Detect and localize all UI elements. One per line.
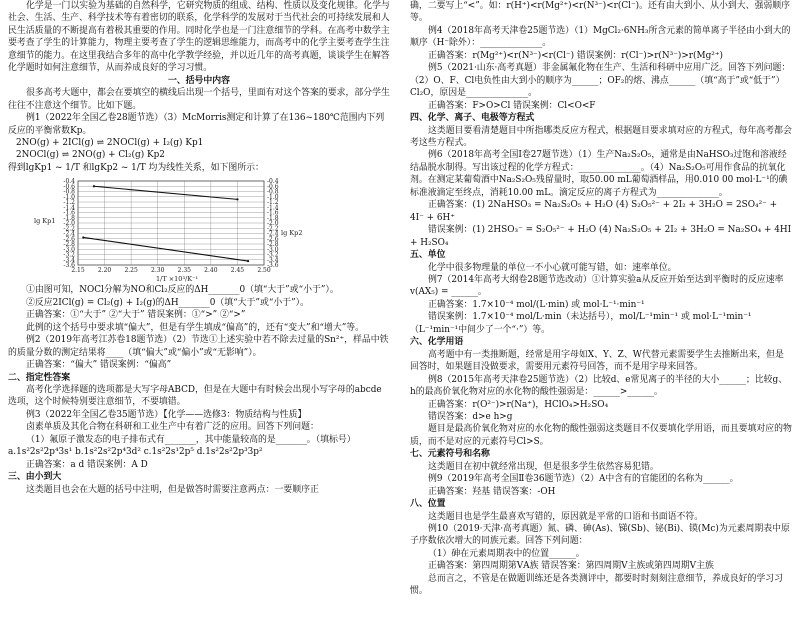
y-tick-label-left: -0.8 <box>63 188 75 196</box>
x-axis-label: 1/T ×10³/K⁻¹ <box>156 275 199 284</box>
section-7-heading: 七、元素符号和名称 <box>410 449 490 460</box>
y-tick-label-left: -2.8 <box>63 241 75 249</box>
section-3-paragraph: 这类题目也会在大题的括号中注明，但是做答时需要注意两点：一要顺序正 <box>26 484 319 495</box>
left-column <box>8 0 390 643</box>
example-3-intro: 例3（2022年全国乙卷35题节选）【化学——选修3：物质结构与性质】 <box>26 409 307 420</box>
y-tick-label-left: -1.0 <box>63 194 75 202</box>
example-7-wrong: 错误案例：1.7×10⁻⁴ mol/L·min（未达括号），mol/L⁻¹min⁻¹ 或 mol·L⁻¹min⁻¹（L⁻¹min⁻¹中间少了一个“·”）等。 <box>410 312 752 335</box>
section-5-heading: 五、单位 <box>410 250 446 261</box>
y-tick-label-left: -1.2 <box>63 199 75 207</box>
y-tick-label-right: -2.0 <box>267 220 279 228</box>
x-tick-label: 2.50 <box>257 267 271 275</box>
example-4-answer: 正确答案：r(Mg²⁺)<r(N³⁻)<r(Cl⁻) 错误案例：r(Cl⁻)>r(N³⁻)>r(Mg²⁺) <box>428 50 723 61</box>
example-1-intro: 例1（2022年全国乙卷28题节选）（3）McMorris测定和计算了在136~180℃范围内下列反应的平衡常数Kp。 <box>8 113 385 136</box>
x-tick-label: 2.45 <box>230 267 245 275</box>
series-point-1 <box>93 185 95 187</box>
lgkp-chart <box>26 175 326 283</box>
y-tick-label-left: -3.0 <box>63 246 75 254</box>
example-8-wrong: 错误答案：d>e h>g <box>428 411 513 422</box>
example-1-graph-text: 得到lgKp1 ~ 1/T 和lgKp2 ~ 1/T 均为线性关系，如下图所示： <box>8 162 264 173</box>
section-8-heading: 八、位置 <box>410 499 446 510</box>
y-tick-label-left: -2.0 <box>63 220 75 228</box>
section-1-paragraph: 很多高考大题中，都会在要填空的横线后出现一个括号，里面有对这个答案的要求，部分学生往往不注意这个细节。比如下题。 <box>8 88 390 111</box>
y-tick-label-right: -1.0 <box>267 194 279 202</box>
x-tick-label: 2.35 <box>177 267 191 275</box>
example-4-intro: 例4（2018年高考天津卷25题节选）（1）MgCl₂·6NH₃所含元素的简单离子半径由小到大的顺序（H⁻除外）：______________。 <box>410 25 791 49</box>
section-6-paragraph-2: 题目是最高价氧化物对应的水化物的酸性强弱这类题目不仅要填化学用语，而且要填对应的物质，而不是对应的元素符号Cl>S。 <box>410 424 792 447</box>
example-1-question-2: ②反应2ICl(g) = Cl₂(g) + I₂(g)的ΔH_______0（填“大于”或“小于”）。 <box>26 297 309 308</box>
section-6-paragraph: 高考题中有一类推断题，经常是用字母如X、Y、Z、W代替元素需要学生去推断出来，但是回答时，如果题目没做要求，需要用元素符号回答，而不是用字母来回答。 <box>410 349 784 373</box>
example-1-question-1: ①由图可知，NOCl分解为NO和Cl₂反应的ΔH_______0（填“大于”或“小于”）。 <box>26 285 339 296</box>
y-tick-label-right: -3.4 <box>267 257 279 265</box>
example-3-question: （1）氟原子激发态的电子排布式有_______，其中能量较高的是_______。（填标号） <box>26 434 356 445</box>
x-tick-label: 2.40 <box>204 267 218 275</box>
y-tick-label-left: -1.8 <box>63 215 75 223</box>
equation-1: 2NO(g) + 2ICl(g) ⇌ 2NOCl(g) + I₂(g) Kp1 <box>16 137 204 148</box>
example-9-answer: 正确答案：羟基 错误答案：-OH <box>428 486 556 497</box>
example-6-intro: 例6（2018年高考全国Ⅰ卷27题节选）（1）生产Na₂S₂O₅，通常是由NaHSO₃过饱和溶液经结晶脱水制得。写出该过程的化学方程式：______________。（4）Na₂S₂O₅可用作食品的抗氧化剂。在测定某葡萄酒中Na₂S₂O₅残留量时，取50.00 mL葡萄酒样品，用0.010 00 mol·L⁻¹的碘标准液滴定至终点，消耗10.00 mL。滴定反应的离子方程式为______________。 <box>410 150 788 198</box>
series-point-2 <box>247 260 249 262</box>
y-tick-label-left: -2.4 <box>63 230 75 238</box>
right-column <box>410 0 792 643</box>
example-10-answer: 正确答案：第四周期第ⅤA族 错误答案：第四周期Ⅴ主族或第四周期Ⅴ主族 <box>428 561 714 572</box>
x-tick-label: 2.25 <box>124 267 138 275</box>
example-10-question: （1）砷在元素周期表中的位置______。 <box>428 548 585 559</box>
example-2-text: 例2（2019年高考江苏卷18题节选）（2）节选①上述实验中若不除去过量的Sn²⁺，样品中铁的质量分数的测定结果将____（填“偏大”或“偏小”或“无影响”）。 <box>8 335 389 358</box>
example-6-answer: 正确答案：(1) 2NaHSO₃ = Na₂S₂O₅ + H₂O (4) S₂O₅²⁻ + 2I₂ + 3H₂O = 2SO₄²⁻ + 4I⁻ + 6H⁺ <box>410 200 778 223</box>
example-3-paragraph: 卤素单质及其化合物在科研和工业生产中有着广泛的应用。回答下列问题： <box>26 422 319 433</box>
equation-2: 2NOCl(g) ⇌ 2NO(g) + Cl₂(g) Kp2 <box>16 150 165 161</box>
section-4-heading: 四、化学、离子、电极等方程式 <box>410 113 535 124</box>
section-5-paragraph: 化学中很多物理量的单位一不小心就可能写错，如：速率单位。 <box>428 262 677 273</box>
section-3-heading: 三、由小到大 <box>8 472 62 483</box>
y-tick-label-left: -3.4 <box>63 257 75 265</box>
y-tick-label-right: -3.6 <box>267 262 279 270</box>
example-3-options: a.1s²2s²2p⁴3s¹ b.1s²2s²2p⁴3d² c.1s²2s¹2p⁵ d.1s²2s²2p³3p² <box>8 447 263 458</box>
y-axis-label-right: lg Kp2 <box>281 229 303 238</box>
x-tick-label: 2.20 <box>97 267 112 275</box>
continued-paragraph: 确，二要写上“<”。如：r(H⁺)<r(Mg²⁺)<r(N³⁻)<r(Cl⁻)。还有由大到小、从小到大、强弱顺序等。 <box>410 1 790 24</box>
section-2-heading: 二、指定性答案 <box>8 372 71 383</box>
series-point-2 <box>82 237 84 239</box>
y-tick-label-right: -2.4 <box>267 230 279 238</box>
intro-paragraph: 化学是一门以实验为基础的自然科学，它研究物质的组成、结构、性质以及变化规律。化学与社会、生活、生产、科学技术等有着密切的联系，化学科学的发展对于当代社会的可持续发展和人民生活质量的不断提高有着极其重要的作用。同时化学也是一门注意细节的学科。在高考中数学主要考查了学生的计算能力，物理主要考查了学生的逻辑思维能力，而高考中的化学主要考查学生注意细节的能力。在这里我结合多年的高中化学教学经验，并以近几年的高考真题，谈谈学生在解答化学题时如何注意细节，从而养成良好的学习习惯。 <box>8 1 390 74</box>
section-1-heading: 一、括号中内容 <box>167 75 231 86</box>
example-5-answer: 正确答案：F>O>Cl 错误案例：Cl<O<F <box>428 100 596 111</box>
y-tick-label-right: -2.2 <box>267 225 279 233</box>
example-1-note: 此例的这个括号中要求填“偏大”，但是有学生填成“偏高”的，还有“变大”和“增大”等。 <box>26 322 365 333</box>
y-tick-label-left: -2.6 <box>63 236 75 244</box>
y-tick-label-right: -0.8 <box>267 188 279 196</box>
example-7-intro: 例7（2014年高考大纲卷28题节选改动）①计算实验a从反应开始至达到平衡时的反应速率v(AX₅) = ______。 <box>410 274 784 298</box>
y-tick-label-right: -2.8 <box>267 241 279 249</box>
section-4-paragraph: 这类题目要看清楚题目中所指哪类反应方程式，根据题目要求填对应的方程式，每年高考都会考这些方程式。 <box>410 125 792 148</box>
example-6-wrong: 错误案例：(1) 2HSO₃⁻ = S₂O₅²⁻ + H₂O (4) Na₂S₂O₅ + 2I₂ + 3H₂O = Na₂SO₄ + 4HI + H₂SO₄ <box>410 225 792 248</box>
section-6-heading: 六、化学用语 <box>410 337 464 348</box>
y-tick-label-left: -1.4 <box>63 204 75 212</box>
y-tick-label-right: -3.2 <box>267 251 279 259</box>
y-tick-label-right: -1.2 <box>267 199 279 207</box>
example-9-intro: 例9（2019年高考全国Ⅱ卷36题节选）（2）A中含有的官能团的名称为______。 <box>428 474 739 485</box>
section-2-paragraph: 高考化学选择题的选项都是大写字母ABCD，但是在大题中有时候会出现小写字母的abcde选项，这个时候特别要注意细节，不要填错。 <box>8 384 382 408</box>
y-tick-label-left: -0.4 <box>63 178 75 186</box>
y-tick-label-left: -2.2 <box>63 225 75 233</box>
y-tick-label-left: -1.6 <box>63 209 75 217</box>
y-tick-label-right: -0.4 <box>267 178 279 186</box>
example-8-intro: 例8（2015年高考天津卷25题节选）（2）比较d、e常见离子的半径的大小______；比较g、h的最高价氧化物对应的水化物的酸性强弱是：______>______。 <box>410 374 788 398</box>
y-tick-label-left: -3.6 <box>63 262 75 270</box>
section-8-paragraph: 这类题目也是学生最喜欢写错的，原因就是平常的口语和书面语不符。 <box>428 511 704 522</box>
y-tick-label-left: -3.2 <box>63 251 75 259</box>
example-7-answer: 正确答案：1.7×10⁻⁴ mol/(L·min) 或 mol·L⁻¹·min⁻¹ <box>428 299 645 310</box>
y-tick-label-right: -3.0 <box>267 246 279 254</box>
y-tick-label-right: -2.6 <box>267 236 279 244</box>
y-tick-label-right: -0.6 <box>267 183 279 191</box>
series-point-1 <box>236 199 238 201</box>
y-tick-label-right: -1.6 <box>267 209 279 217</box>
example-2-answer: 正确答案：“偏大” 错误案例：“偏高” <box>26 360 172 371</box>
example-8-answer: 正确答案：r(O²⁻)>r(Na⁺)，HClO₄>H₂SO₄ <box>428 399 609 410</box>
example-1-answer: 正确答案：①“大于” ②“大于” 错误案例：①“>” ②“>” <box>26 310 246 321</box>
conclusion-paragraph: 总而言之，不管是在做题训练还是各类测评中，都要时时刻刻注意细节，养成良好的学习习惯。 <box>410 573 783 597</box>
y-tick-label-right: -1.4 <box>267 204 279 212</box>
series-line-1 <box>94 187 237 200</box>
example-5-intro: 例5（2021·山东·高考真题）非金属氟化物在生产、生活和科研中应用广泛。回答下列问题：（2）O、F、Cl电负性由大到小的顺序为______；OF₂的熔、沸点______（填“高于”或“低于”）Cl₂O，原因是______________。 <box>410 63 791 99</box>
x-tick-label: 2.30 <box>151 267 165 275</box>
y-axis-label-left: lg Kp1 <box>34 217 56 226</box>
example-3-answer: 正确答案：a d 错误案例：A D <box>26 459 148 470</box>
section-7-paragraph: 这类题目在初中就经常出现，但是很多学生依然容易犯错。 <box>428 461 659 472</box>
example-10-intro: 例10（2019·天津·高考真题）氮、磷、砷(As)、锑(Sb)、铋(Bi)、镆(Mc)为元素周期表中原子序数依次增大的同族元素。回答下列问题： <box>410 524 790 547</box>
y-tick-label-right: -1.8 <box>267 215 279 223</box>
x-tick-label: 2.15 <box>71 267 85 275</box>
y-tick-label-left: -0.6 <box>63 183 75 191</box>
